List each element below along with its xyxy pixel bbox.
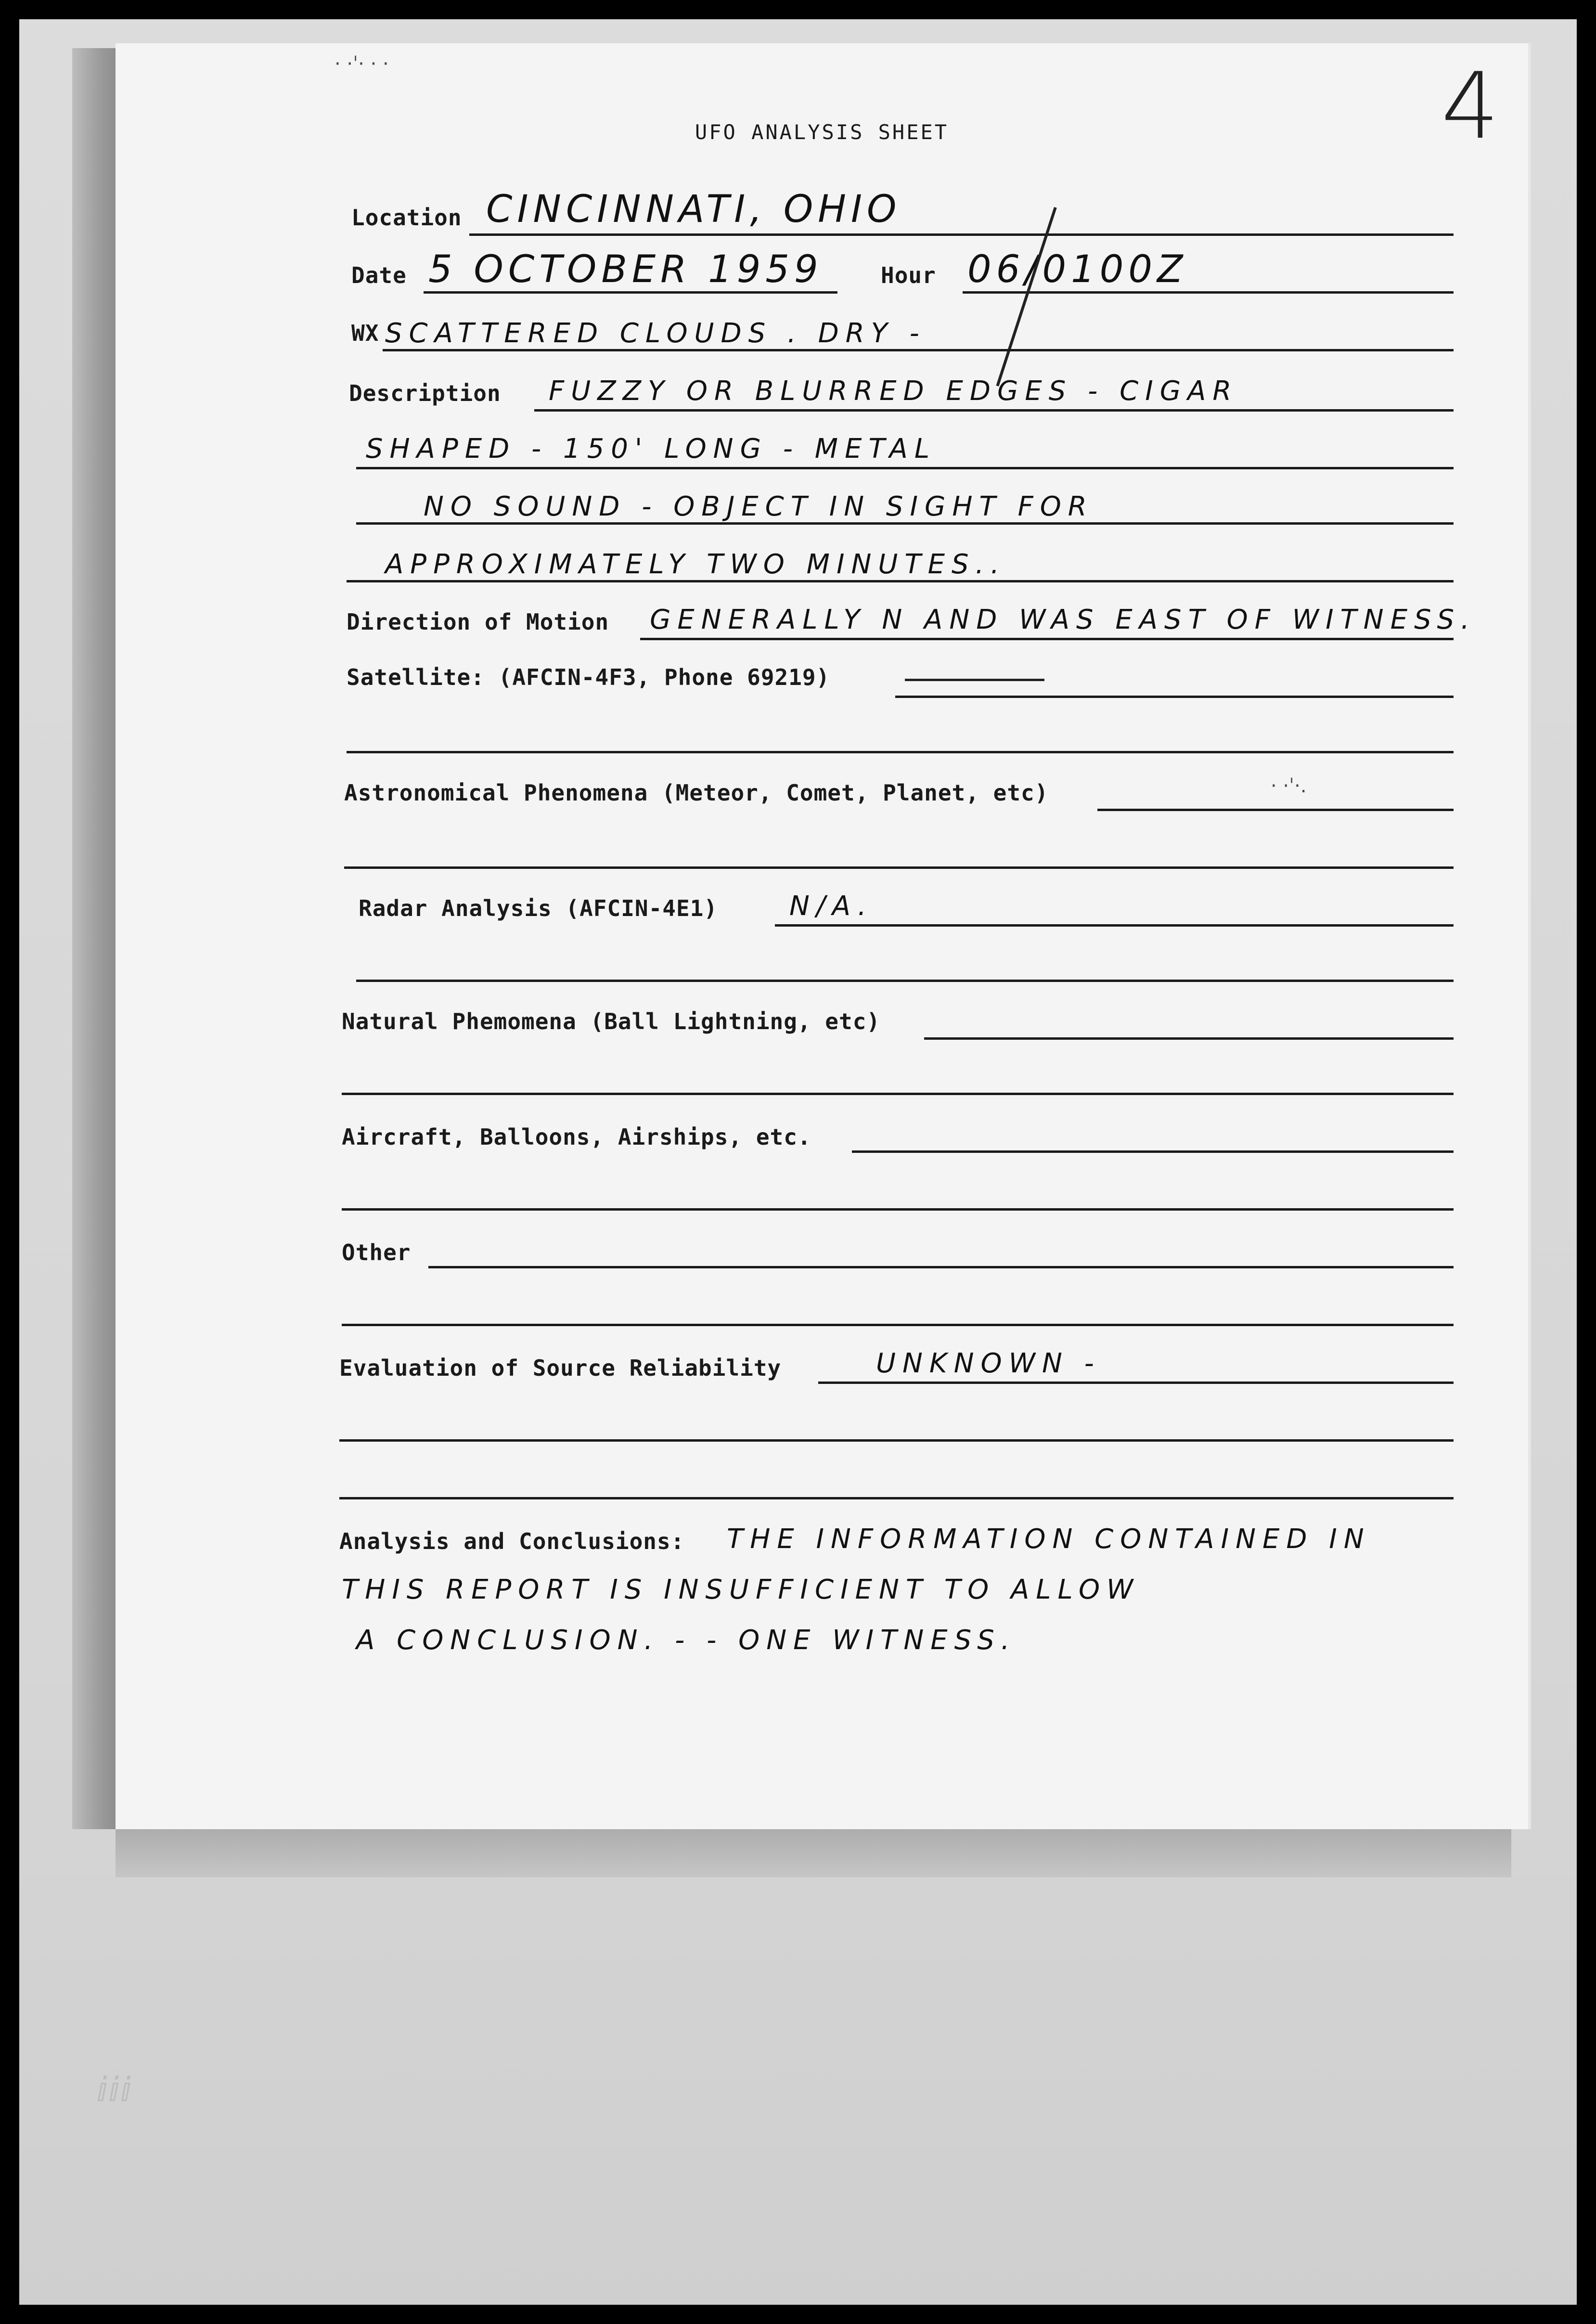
- analysis-line-1: THE INFORMATION CONTAINED IN: [727, 1524, 1371, 1555]
- description-line-2: SHAPED - 150' LONG - METAL: [366, 433, 937, 465]
- hour-label: Hour: [881, 262, 936, 288]
- date-value: 5 OCTOBER 1959: [428, 248, 823, 291]
- analysis-sheet: [116, 43, 1531, 1829]
- radar-rule-1: [775, 924, 1454, 927]
- other-rule-1: [428, 1266, 1454, 1268]
- date-rule: [424, 291, 837, 294]
- description-label: Description: [349, 380, 501, 406]
- direction-rule: [640, 638, 1454, 640]
- dust-specks: · ·ˈ· · ·: [335, 53, 389, 75]
- astronomical-rule-1: [1097, 809, 1454, 811]
- satellite-rule-2: [347, 751, 1454, 753]
- radar-value: N/A.: [789, 891, 873, 922]
- radar-rule-2: [356, 980, 1454, 982]
- film-scratch-marks: ⅈⅈⅈ: [96, 2070, 132, 2109]
- page-number: 4: [1441, 53, 1499, 159]
- satellite-rule-1: [895, 696, 1454, 698]
- reliability-rule-1: [818, 1381, 1454, 1384]
- description-line-1: FUZZY OR BLURRED EDGES - CIGAR: [549, 375, 1238, 407]
- other-rule-2: [342, 1324, 1454, 1326]
- sheet-shadow-left: [72, 48, 120, 1829]
- location-rule: [469, 233, 1454, 236]
- wx-rule: [383, 349, 1454, 351]
- description-rule-1: [534, 409, 1454, 412]
- natural-label: Natural Phemomena (Ball Lightning, etc): [342, 1008, 881, 1034]
- description-rule-2: [356, 467, 1454, 469]
- hour-value: 06/0100Z: [967, 248, 1188, 291]
- reliability-rule-2: [339, 1439, 1454, 1442]
- date-label: Date: [351, 262, 407, 288]
- satellite-label: Satellite: (AFCIN-4F3, Phone 69219): [347, 664, 830, 690]
- natural-rule-2: [342, 1093, 1454, 1095]
- reliability-rule-3: [339, 1497, 1454, 1499]
- location-label: Location: [351, 205, 462, 231]
- wx-label: WX: [351, 320, 379, 346]
- analysis-label: Analysis and Conclusions:: [339, 1528, 685, 1554]
- analysis-line-3: A CONCLUSION. - - ONE WITNESS.: [356, 1625, 1017, 1656]
- reliability-value: UNKNOWN -: [876, 1348, 1101, 1379]
- astronomical-specks: · ·ˈ·.: [1271, 775, 1307, 797]
- aircraft-label: Aircraft, Balloons, Airships, etc.: [342, 1124, 811, 1150]
- wx-value: SCATTERED CLOUDS . DRY -: [385, 318, 926, 349]
- radar-label: Radar Analysis (AFCIN-4E1): [359, 895, 718, 921]
- aircraft-rule-1: [852, 1150, 1454, 1153]
- description-line-4: APPROXIMATELY TWO MINUTES..: [385, 549, 1006, 580]
- hour-rule: [963, 291, 1454, 294]
- reliability-label: Evaluation of Source Reliability: [339, 1355, 782, 1381]
- natural-rule-1: [924, 1037, 1454, 1040]
- sheet-title: UFO ANALYSIS SHEET: [695, 120, 949, 144]
- description-line-3: NO SOUND - OBJECT IN SIGHT FOR: [424, 491, 1094, 522]
- location-value: CINCINNATI, OHIO: [486, 188, 901, 231]
- description-rule-4: [347, 580, 1454, 582]
- direction-value: GENERALLY N AND WAS EAST OF WITNESS.: [650, 604, 1476, 635]
- direction-label: Direction of Motion: [347, 609, 609, 635]
- astronomical-rule-2: [344, 866, 1454, 869]
- other-label: Other: [342, 1239, 411, 1265]
- analysis-line-2: THIS REPORT IS INSUFFICIENT TO ALLOW: [342, 1574, 1140, 1605]
- astronomical-label: Astronomical Phenomena (Meteor, Comet, Planet, etc): [344, 780, 1049, 806]
- description-rule-3: [356, 522, 1454, 525]
- satellite-dash-mark: [905, 679, 1044, 681]
- aircraft-rule-2: [342, 1208, 1454, 1211]
